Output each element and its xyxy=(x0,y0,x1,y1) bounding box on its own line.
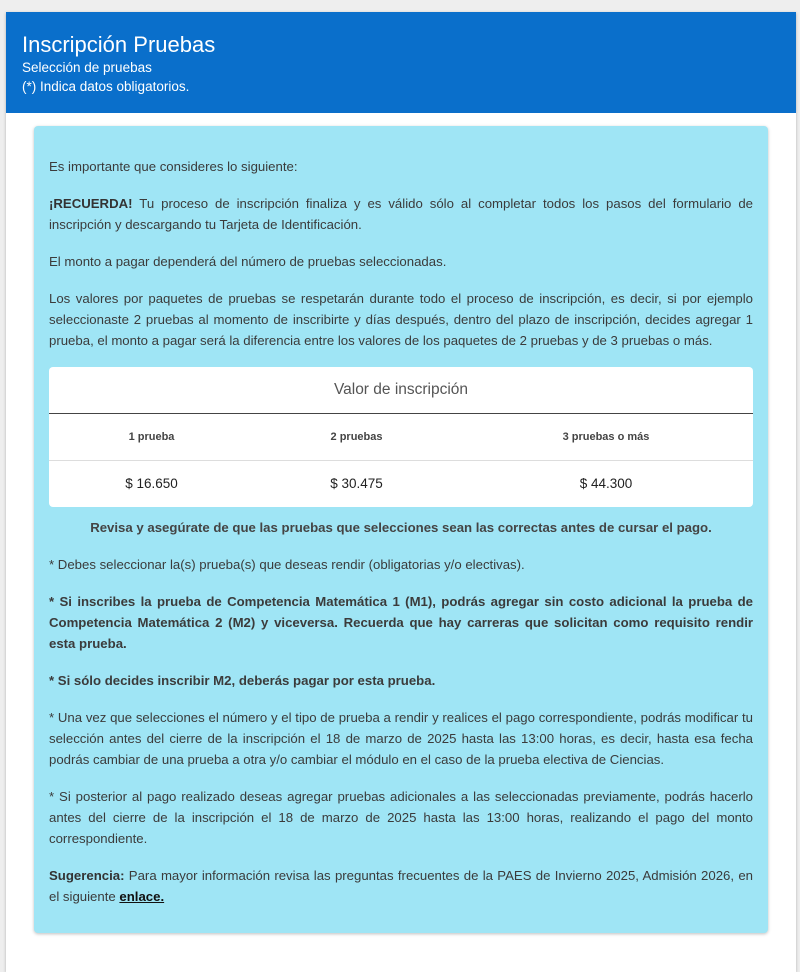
required-fields-note: (*) Indica datos obligatorios. xyxy=(22,79,190,94)
suggestion-paragraph xyxy=(49,865,753,907)
faq-link[interactable]: enlace. xyxy=(119,889,165,904)
fees-values-row xyxy=(49,461,753,507)
page-header xyxy=(6,12,796,113)
fees-column-header: 3 pruebas o más xyxy=(562,431,650,443)
note-m1: * Si inscribes la prueba de Competencia Matemática 1 (M1), podrás agregar sin costo adicional la prueba de Competencia Matemática 2 (M2) y viceversa. Recuerda que hay carreras que solicitan como requisito rendir esta prueba. xyxy=(49,594,753,651)
suggestion-text: Para mayor información revisa las preguntas frecuentes de la PAES de Invierno 2025, Admisión 2026, en el siguiente xyxy=(49,868,753,904)
intro-text: Es importante que consideres lo siguiente: xyxy=(49,159,298,174)
note-select: * Debes seleccionar la(s) prueba(s) que deseas rendir (obligatorias y/o electivas). xyxy=(49,557,525,572)
remember-paragraph xyxy=(49,193,753,235)
remember-text: Tu proceso de inscripción finaliza y es válido sólo al completar todos los pasos del formulario de inscripción y descargando tu Tarjeta de Identificación. xyxy=(49,196,753,232)
suggestion-label: Sugerencia: xyxy=(49,868,125,883)
amount-text: El monto a pagar dependerá del número de pruebas seleccionadas. xyxy=(49,254,447,269)
page-subtitle: Selección de pruebas xyxy=(22,60,152,75)
note-add: * Si posterior al pago realizado deseas agregar pruebas adicionales a las seleccionadas previamente, podrás hacerlo antes del cierre de la inscripción el 18 de marzo de 2025 hasta las 13:00 horas, realizando el pago del monto correspondiente. xyxy=(49,789,753,846)
fees-table xyxy=(49,367,753,507)
note-modify: * Una vez que selecciones el número y el tipo de prueba a rendir y realices el pago correspondiente, podrás modificar tu selección antes del cierre de la inscripción el 18 de marzo de 2025 hasta las 13:00 horas, es decir, hasta esa fecha podrás cambiar de una prueba a otra y/o cambiar el módulo en el caso de la prueba electiva de Ciencias. xyxy=(49,710,753,767)
fee-value: $ 44.300 xyxy=(579,476,633,491)
page-title: Inscripción Pruebas xyxy=(22,32,216,57)
packages-text: Los valores por paquetes de pruebas se respetarán durante todo el proceso de inscripción, es decir, si por ejemplo seleccionaste 2 pruebas al momento de inscribirte y días después, dentro del plazo de inscripción, decides agregar 1 prueba, el monto a pagar será la diferencia entre los valores de los paquetes de 2 pruebas y de 3 pruebas o más. xyxy=(49,291,753,348)
check-warning: Revisa y asegúrate de que las pruebas que selecciones sean las correctas antes de cursar el pago. xyxy=(90,520,712,535)
fee-value: $ 16.650 xyxy=(125,476,178,491)
fee-value: $ 30.475 xyxy=(330,476,383,491)
remember-label: ¡RECUERDA! xyxy=(49,196,133,211)
fees-header-row xyxy=(49,414,753,461)
fees-title: Valor de inscripción xyxy=(49,367,753,414)
info-alert xyxy=(34,126,768,933)
note-m2: * Si sólo decides inscribir M2, deberás pagar por esta prueba. xyxy=(49,673,436,688)
fees-column-header: 2 pruebas xyxy=(330,431,383,443)
fees-column-header: 1 prueba xyxy=(128,431,175,443)
page-card xyxy=(6,12,796,972)
